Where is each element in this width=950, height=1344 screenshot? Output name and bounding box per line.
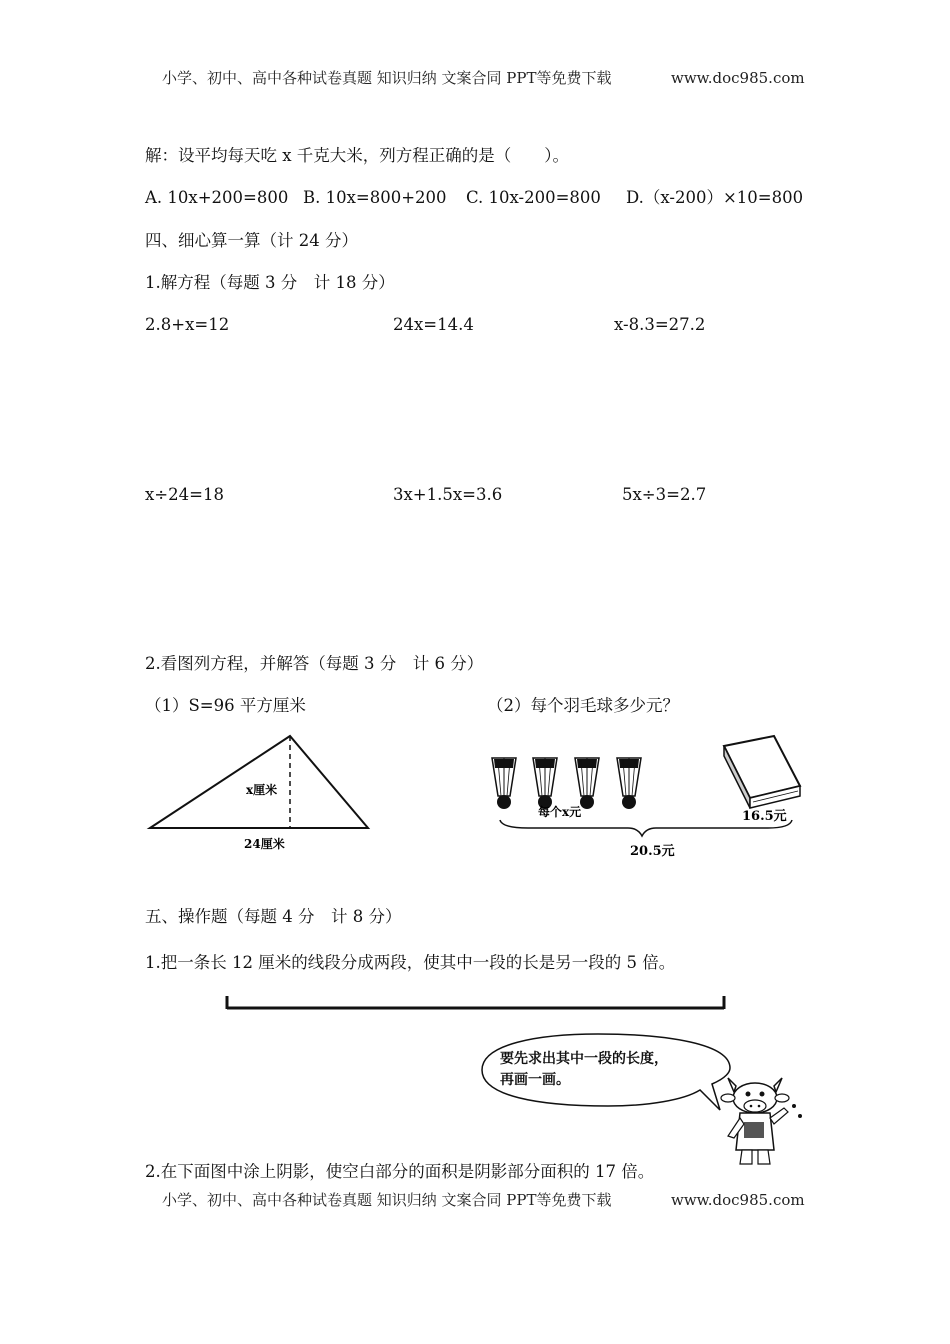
- line-segment: [220, 992, 732, 1014]
- total-label: 20.5元: [630, 844, 675, 859]
- equation-4: x÷24=18: [145, 485, 224, 504]
- book-price-label: 16.5元: [742, 809, 787, 824]
- header-text: 小学、初中、高中各种试卷真题 知识归纳 文案合同 PPT等免费下载: [162, 69, 612, 87]
- triangle-figure: [140, 730, 380, 860]
- bubble-line-2: 再画一画。: [500, 1072, 570, 1088]
- shuttlecock-icon: [575, 758, 599, 809]
- shuttlecock-icon: [533, 758, 557, 809]
- equation-5: 3x+1.5x=3.6: [393, 485, 503, 504]
- footer-url[interactable]: www.doc985.com: [671, 1191, 805, 1209]
- each-price-label: 每个x元: [538, 805, 582, 819]
- equation-1: 2.8+x=12: [145, 315, 230, 334]
- equation-3: x-8.3=27.2: [614, 315, 706, 334]
- shuttlecock-icon: [617, 758, 641, 809]
- header-url[interactable]: www.doc985.com: [671, 69, 805, 87]
- section4-title: 四、细心算一算（计 24 分）: [145, 231, 358, 250]
- option-a: A. 10x+200=800: [145, 188, 289, 207]
- height-label: x厘米: [246, 783, 278, 797]
- bubble-line-1: 要先求出其中一段的长度，: [500, 1051, 668, 1067]
- section5-q1: 1.把一条长 12 厘米的线段分成两段，使其中一段的长是另一段的 5 倍。: [145, 953, 676, 972]
- base-label: 24厘米: [244, 837, 285, 851]
- equation-6: 5x÷3=2.7: [622, 485, 707, 504]
- question-stem: 解：设平均每天吃 x 千克大米，列方程正确的是（ ）。: [145, 146, 570, 165]
- triangle-shape: [150, 736, 368, 828]
- option-b: B. 10x=800+200: [303, 188, 447, 207]
- fig2-caption: （2）每个羽毛球多少元？: [487, 696, 679, 715]
- cow-mascot-icon: [718, 1076, 808, 1168]
- option-d: D.（x-200）×10=800: [626, 188, 804, 207]
- section5-q2: 2.在下面图中涂上阴影，使空白部分的面积是阴影部分面积的 17 倍。: [145, 1162, 655, 1181]
- section5-title: 五、操作题（每题 4 分 计 8 分）: [145, 907, 402, 926]
- shuttlecock-icon: [492, 758, 516, 809]
- option-c: C. 10x-200=800: [466, 188, 601, 207]
- shuttlecock-figure: [488, 732, 808, 862]
- section4-part2-title: 2.看图列方程，并解答（每题 3 分 计 6 分）: [145, 654, 484, 673]
- footer-text: 小学、初中、高中各种试卷真题 知识归纳 文案合同 PPT等免费下载: [162, 1191, 612, 1209]
- fig1-caption: （1）S=96 平方厘米: [145, 696, 306, 715]
- equation-2: 24x=14.4: [393, 315, 474, 334]
- book-icon: [724, 736, 800, 808]
- section4-part1-title: 1.解方程（每题 3 分 计 18 分）: [145, 273, 395, 292]
